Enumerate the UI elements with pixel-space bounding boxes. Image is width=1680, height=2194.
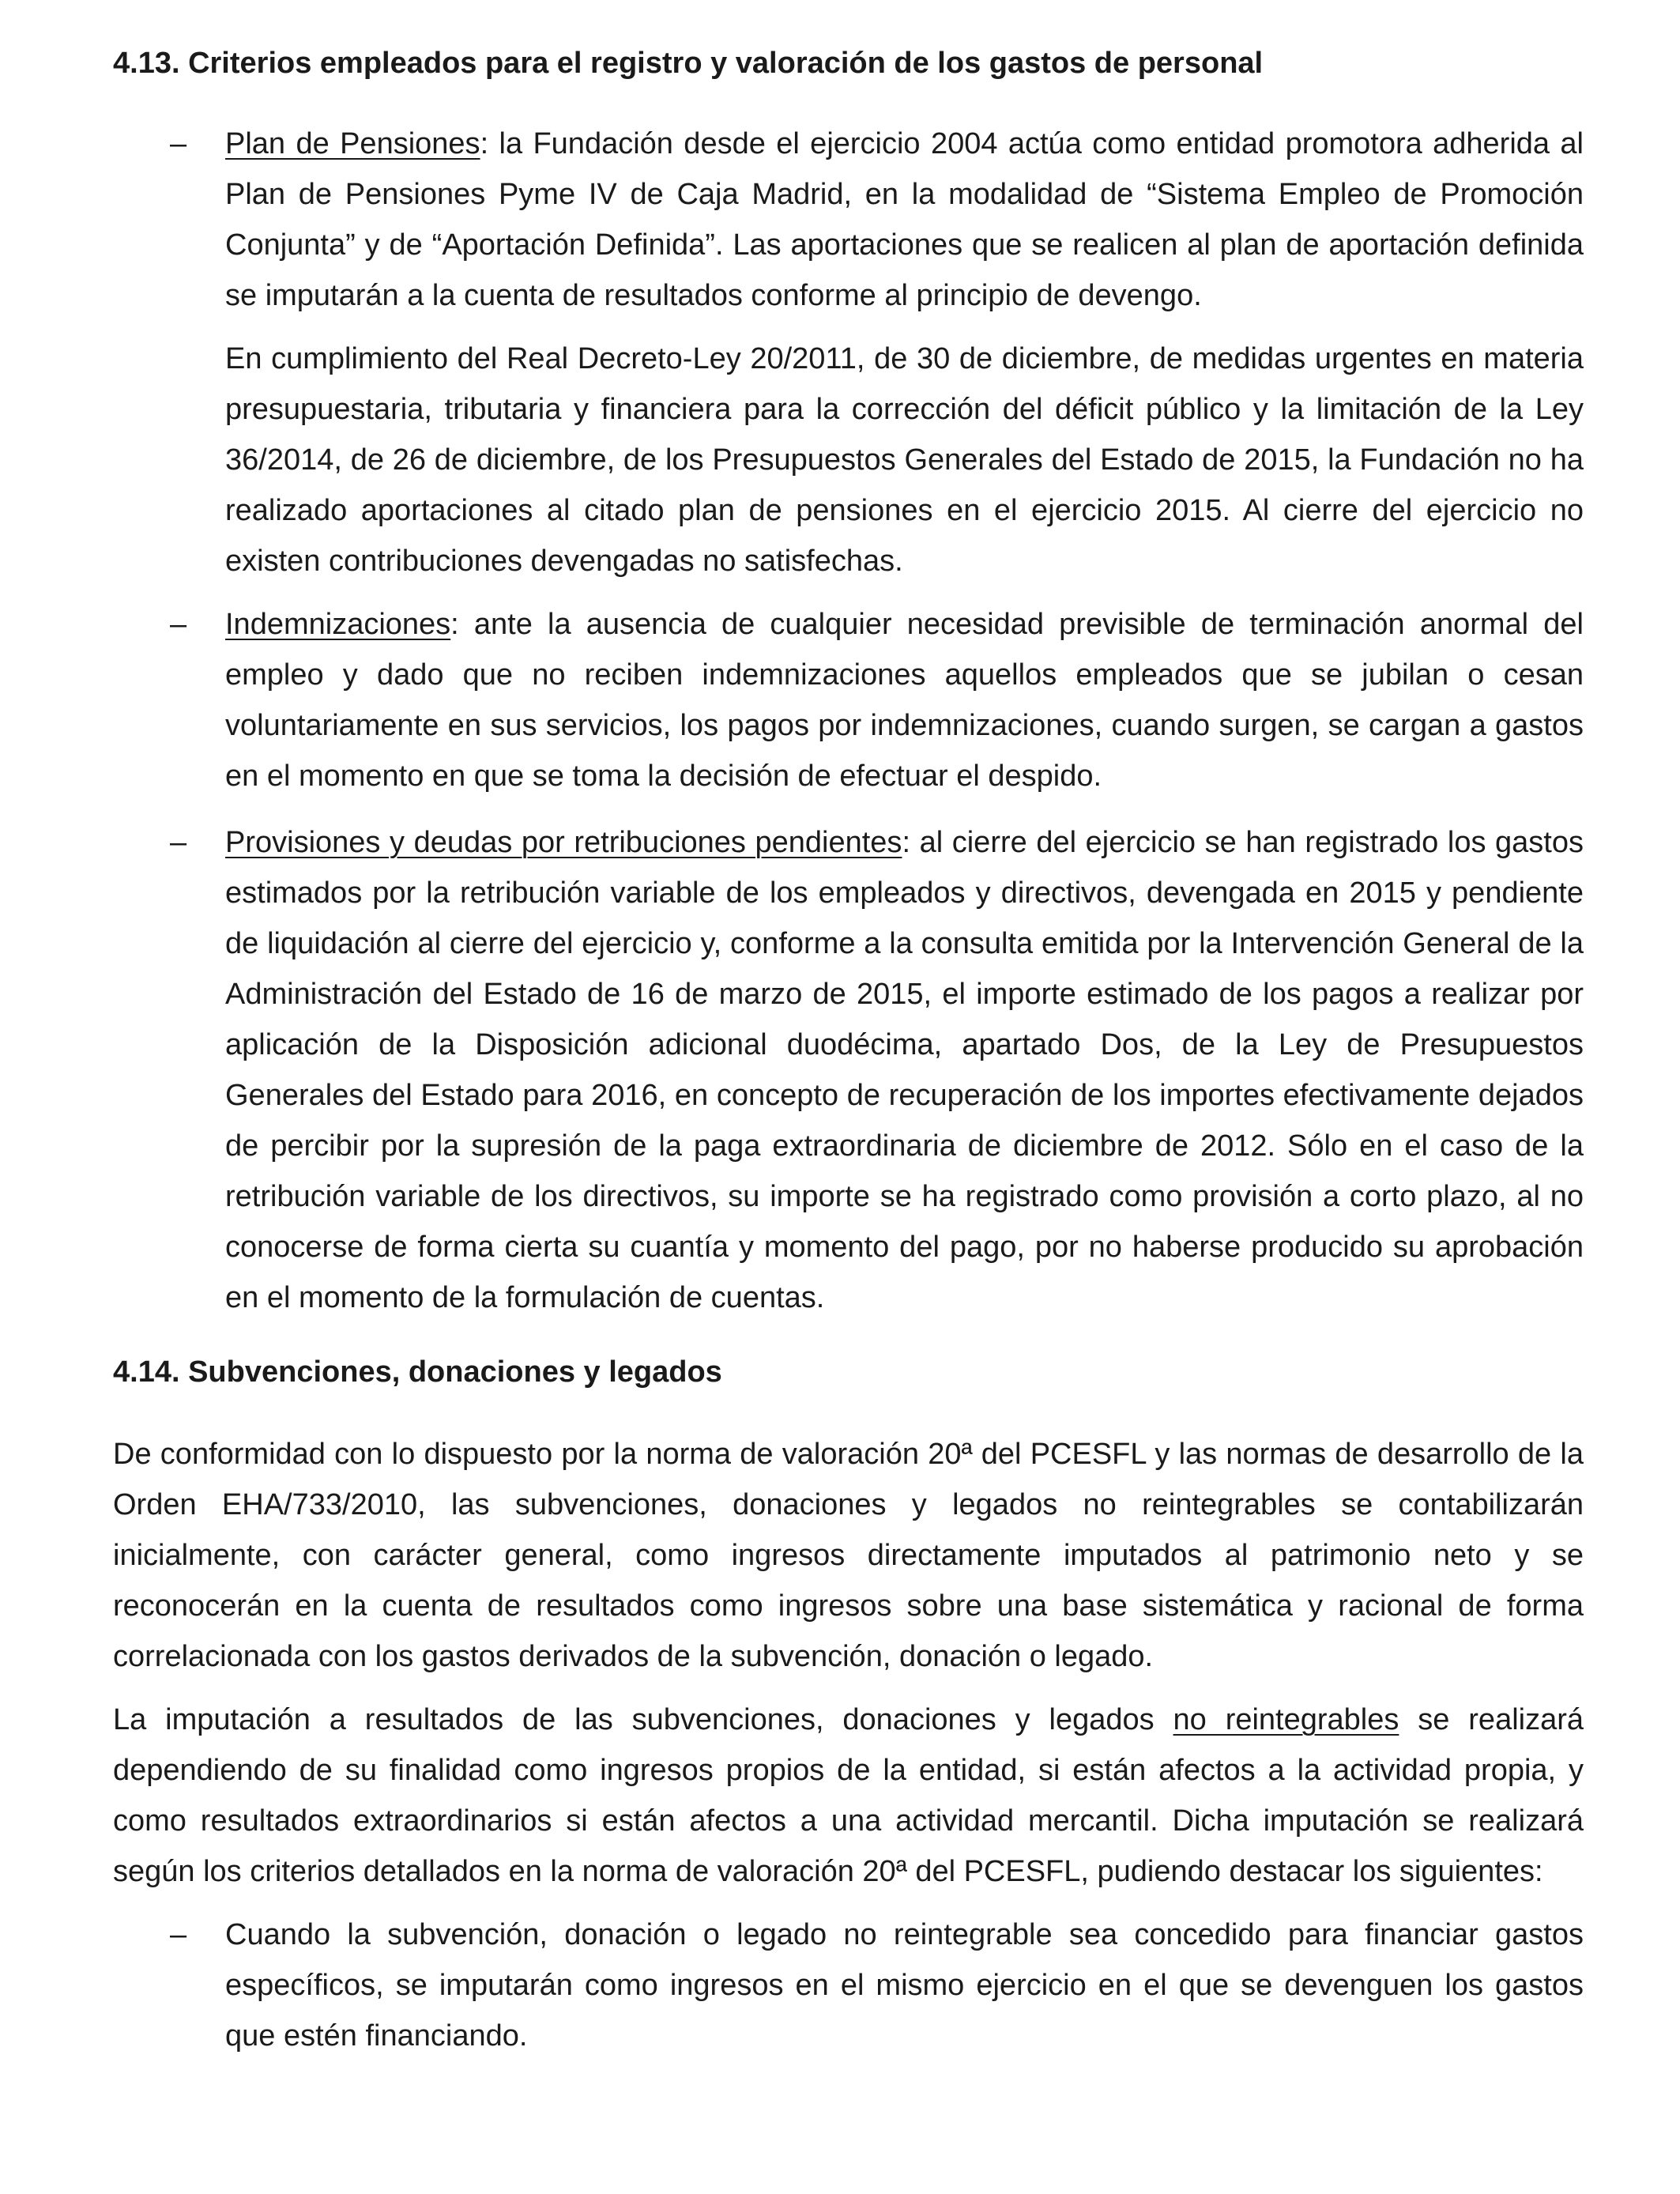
bullet-indemnizaciones bbox=[113, 599, 1584, 801]
bullet-term: Provisiones y deudas por retribuciones pendientes bbox=[225, 826, 902, 859]
bullet-dash: – bbox=[170, 1918, 187, 1951]
paragraph-text: La imputación a resultados de las subvenciones, donaciones y legados bbox=[113, 1703, 1173, 1736]
bullet-text: : la Fundación desde el ejercicio 2004 actúa como entidad promotora adherida al Plan de Pensiones Pyme IV de Caja Madrid, en la modalidad de “Sistema Empleo de Promoción Conjunta” y de “Aportación Definida”. Las aportaciones que se realicen al plan de aportación definida se imputarán a la cuenta de resultados conforme al principio de devengo. bbox=[225, 127, 1584, 312]
bullet-paragraph bbox=[225, 817, 1584, 1323]
section-4-13-body bbox=[113, 119, 1584, 1323]
bullet-gastos-especificos bbox=[113, 1909, 1584, 2061]
bullet-dash: – bbox=[170, 127, 187, 160]
bullet-paragraph bbox=[225, 119, 1584, 321]
bullet-term: Plan de Pensiones bbox=[225, 127, 480, 160]
bullet-paragraph: Cuando la subvención, donación o legado no reintegrable sea concedido para financiar gastos específicos, se imputarán como ingresos en el mismo ejercicio en el que se devenguen los gastos que estén financiando. bbox=[225, 1918, 1584, 2053]
bullet-plan-pensiones bbox=[113, 119, 1584, 321]
paragraph-imputacion bbox=[113, 1695, 1584, 1897]
underlined-term: no reintegrables bbox=[1173, 1703, 1399, 1736]
section-heading-4-14: 4.14. Subvenciones, donaciones y legados bbox=[113, 1355, 722, 1389]
bullet-dash: – bbox=[170, 608, 187, 641]
bullet-provisiones bbox=[113, 817, 1584, 1323]
plan-pensiones-followup bbox=[113, 334, 1584, 586]
bullet-text: : ante la ausencia de cualquier necesidad previsible de terminación anormal del empleo y dado que no reciben indemnizaciones aquellos empleados que se jubilan o cesan voluntariamente en sus servicios, los pagos por indemnizaciones, cuando surgen, se cargan a gastos en el momento en que se toma la decisión de efectuar el despido. bbox=[225, 608, 1584, 793]
bullet-dash: – bbox=[170, 826, 187, 859]
section-4-14-body bbox=[113, 1429, 1584, 2061]
bullet-paragraph bbox=[225, 599, 1584, 801]
bullet-text: : al cierre del ejercicio se han registrado los gastos estimados por la retribución variable de los empleados y directivos, devengada en 2015 y pendiente de liquidación al cierre del ejercicio y, conforme a la consulta emitida por la Intervención General de la Administración del Estado de 16 de marzo de 2015, el importe estimado de los pagos a realizar por aplicación de la Disposición adicional duodécima, apartado Dos, de la Ley de Presupuestos Generales del Estado para 2016, en concepto de recuperación de los importes efectivamente dejados de percibir por la supresión de la paga extraordinaria de diciembre de 2012. Sólo en el caso de la retribución variable de los directivos, su importe se ha registrado como provisión a corto plazo, al no conocerse de forma cierta su cuantía y momento del pago, por no haberse producido su aprobación en el momento de la formulación de cuentas. bbox=[225, 826, 1584, 1314]
paragraph-text: se realizará dependiendo de su finalidad como ingresos propios de la entidad, si están afectos a la actividad propia, y como resultados extraordinarios si están afectos a una actividad mercantil. Dicha imputación se realizará según los criterios detallados en la norma de valoración 20ª del PCESFL, pudiendo destacar los siguientes: bbox=[113, 1703, 1584, 1888]
section-heading-4-13: 4.13. Criterios empleados para el registro y valoración de los gastos de personal bbox=[113, 47, 1264, 80]
bullet-term: Indemnizaciones bbox=[225, 608, 451, 641]
paragraph-conformidad: De conformidad con lo dispuesto por la norma de valoración 20ª del PCESFL y las normas de desarrollo de la Orden EHA/733/2010, las subvenciones, donaciones y legados no reintegrables se contabilizarán inicialmente, con carácter general, como ingresos directamente imputados al patrimonio neto y se reconocerán en la cuenta de resultados como ingresos sobre una base sistemática y racional de forma correlacionada con los gastos derivados de la subvención, donación o legado. bbox=[113, 1438, 1584, 1673]
followup-paragraph: En cumplimiento del Real Decreto-Ley 20/2011, de 30 de diciembre, de medidas urgentes en materia presupuestaria, tributaria y financiera para la corrección del déficit público y la limitación de la Ley 36/2014, de 26 de diciembre, de los Presupuestos Generales del Estado de 2015, la Fundación no ha realizado aportaciones al citado plan de pensiones en el ejercicio 2015. Al cierre del ejercicio no existen contribuciones devengadas no satisfechas. bbox=[225, 342, 1584, 578]
